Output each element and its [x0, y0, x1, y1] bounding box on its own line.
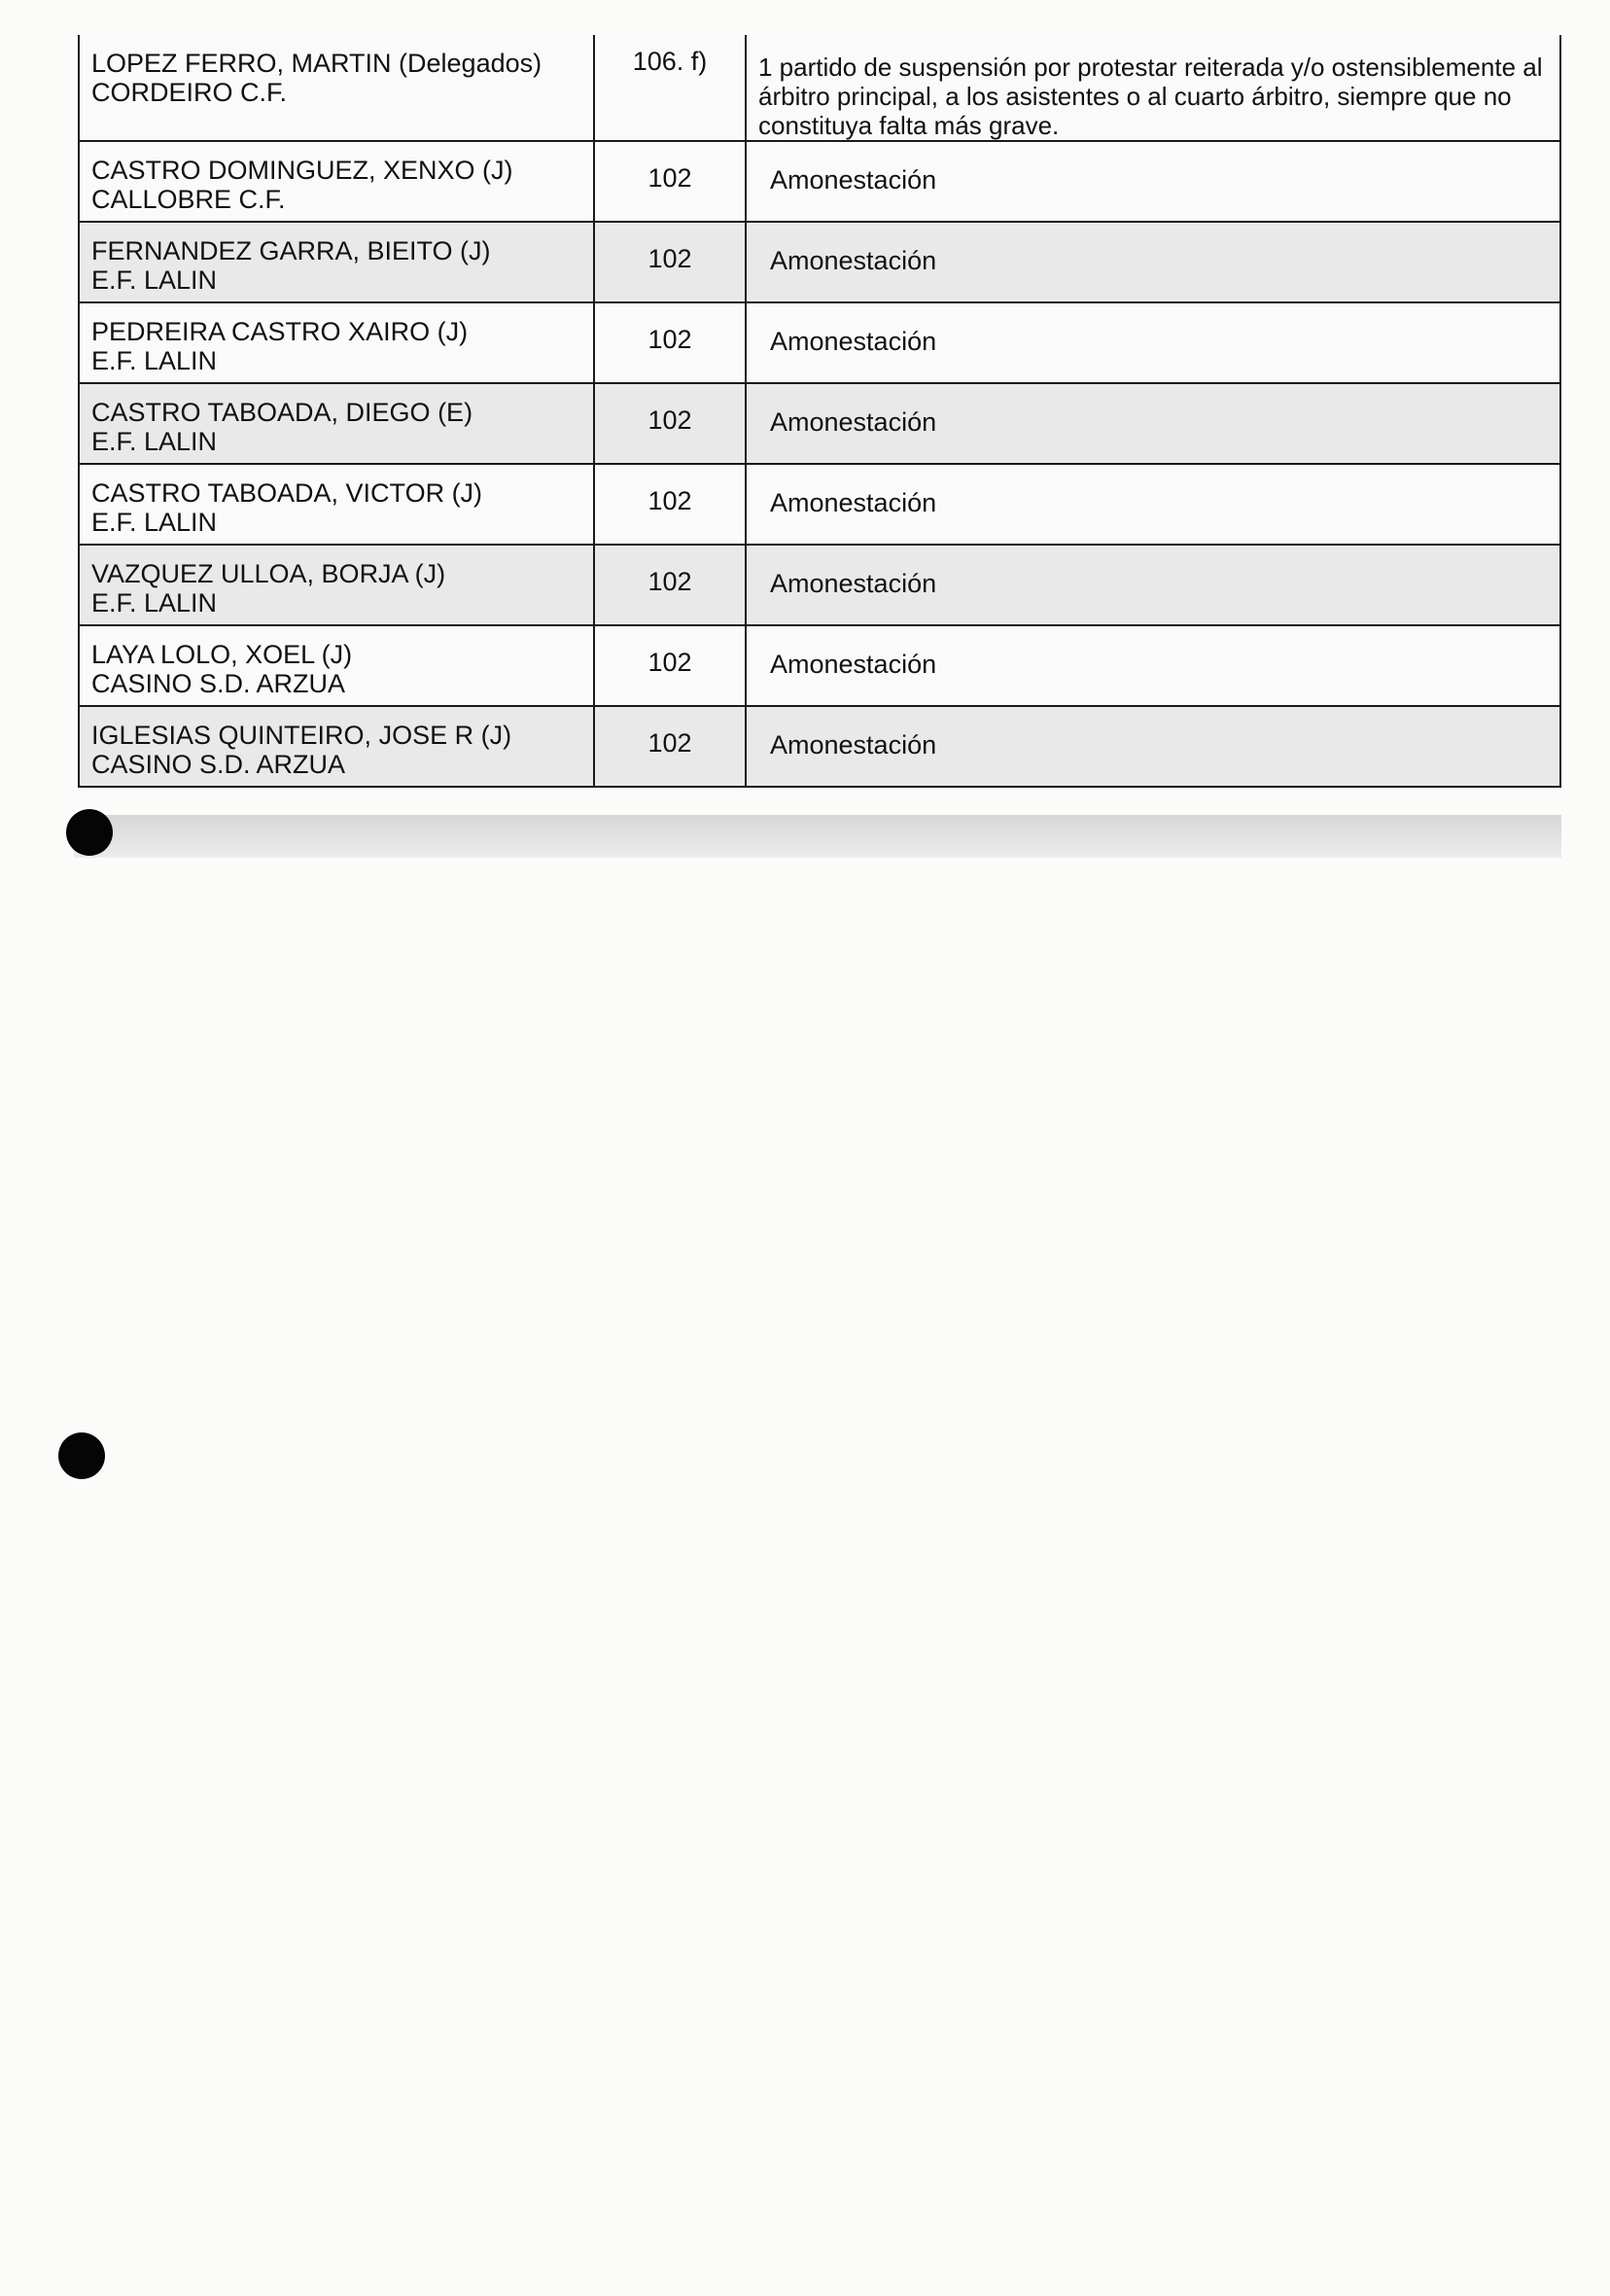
person-cell: [79, 35, 594, 141]
article-cell: 102: [594, 141, 746, 222]
person-cell: [79, 222, 594, 302]
sanction-cell: Amonestación: [746, 141, 1560, 222]
club-name: E.F. LALIN: [91, 265, 218, 295]
club-name: E.F. LALIN: [91, 588, 218, 618]
person-cell: [79, 706, 594, 787]
sanction-cell: Amonestación: [746, 383, 1560, 464]
person-name: CASTRO TABOADA, DIEGO (E): [91, 398, 473, 427]
club-name: E.F. LALIN: [91, 346, 218, 375]
person-name: CASTRO DOMINGUEZ, XENXO (J): [91, 156, 513, 185]
person-name: PEDREIRA CASTRO XAIRO (J): [91, 317, 469, 346]
article-cell: 102: [594, 464, 746, 545]
table-row: [79, 383, 1560, 464]
sanction-cell: Amonestación: [746, 222, 1560, 302]
sanctions-table: [78, 35, 1561, 788]
person-name: VAZQUEZ ULLOA, BORJA (J): [91, 559, 446, 588]
sanction-cell: Amonestación: [746, 625, 1560, 706]
sanction-cell: 1 partido de suspensión por protestar reiterada y/o ostensiblemente al árbitro principal, a los asistentes o al cuarto árbitro, siempre que no constituya falta más grave.: [746, 35, 1560, 141]
club-name: CASINO S.D. ARZUA: [91, 669, 346, 698]
table-row: [79, 464, 1560, 545]
table-row: [79, 625, 1560, 706]
article-cell: 106. f): [594, 35, 746, 141]
club-name: E.F. LALIN: [91, 427, 218, 456]
article-cell: 102: [594, 545, 746, 625]
club-name: CASINO S.D. ARZUA: [91, 750, 346, 779]
table-row: [79, 545, 1560, 625]
table-row: [79, 222, 1560, 302]
sanction-cell: Amonestación: [746, 464, 1560, 545]
person-name: LOPEZ FERRO, MARTIN (Delegados): [91, 49, 542, 78]
article-cell: 102: [594, 383, 746, 464]
sanction-cell: Amonestación: [746, 545, 1560, 625]
punch-hole-top: [66, 809, 113, 856]
table-row: [79, 302, 1560, 383]
person-cell: [79, 545, 594, 625]
person-cell: [79, 464, 594, 545]
article-cell: 102: [594, 222, 746, 302]
club-name: CORDEIRO C.F.: [91, 78, 288, 107]
club-name: CALLOBRE C.F.: [91, 185, 286, 214]
person-cell: [79, 141, 594, 222]
person-cell: [79, 383, 594, 464]
person-name: FERNANDEZ GARRA, BIEITO (J): [91, 236, 491, 265]
table-row: [79, 706, 1560, 787]
table-row: [79, 141, 1560, 222]
sanction-cell: Amonestación: [746, 302, 1560, 383]
club-name: E.F. LALIN: [91, 508, 218, 537]
scan-shadow-band: [74, 815, 1561, 858]
article-cell: 102: [594, 625, 746, 706]
article-cell: 102: [594, 706, 746, 787]
person-cell: [79, 625, 594, 706]
person-name: IGLESIAS QUINTEIRO, JOSE R (J): [91, 721, 512, 750]
person-name: LAYA LOLO, XOEL (J): [91, 640, 353, 669]
person-cell: [79, 302, 594, 383]
punch-hole-bottom: [58, 1432, 105, 1479]
table-row: [79, 35, 1560, 141]
article-cell: 102: [594, 302, 746, 383]
sanction-cell: Amonestación: [746, 706, 1560, 787]
person-name: CASTRO TABOADA, VICTOR (J): [91, 478, 483, 508]
